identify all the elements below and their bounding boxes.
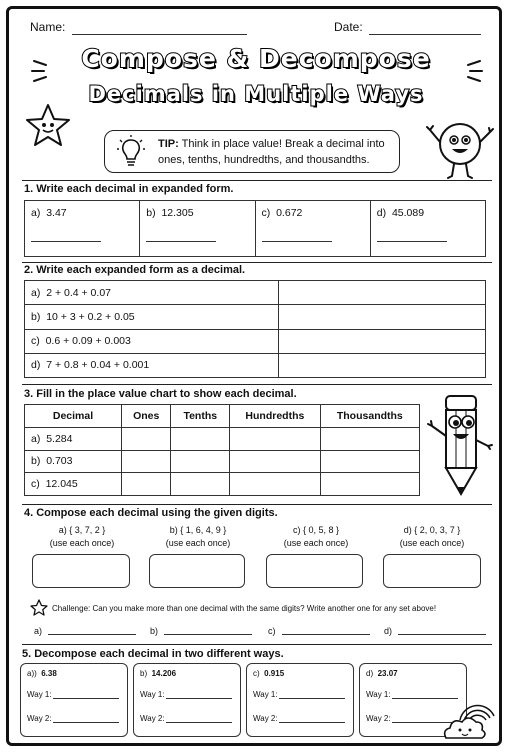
way-2-label: Way 2: [140,714,165,723]
row-letter: a) [31,432,41,445]
title-line-1: Compose & Decompose [81,44,431,73]
header-decimal: Decimal [25,405,122,428]
date-label: Date: [334,20,363,34]
answer-cell[interactable] [122,450,171,473]
answer-cell[interactable] [122,427,171,450]
digit-set-label: d) { 2, 0, 3, 7 } [403,525,461,535]
item-letter: c) [261,207,271,219]
expanded-cell-a [25,201,140,257]
divider [22,504,492,505]
answer-line[interactable] [31,241,101,242]
answer-cell[interactable] [171,473,230,496]
date-field[interactable] [369,33,481,35]
header-thousandths: Thousandths [320,405,419,428]
card-letter: c) [253,669,260,678]
answer-letter: c) [268,626,276,636]
row-expression: 7 + 0.8 + 0.04 + 0.001 [46,359,150,372]
expanded-to-decimal-table [24,280,486,378]
way-2-line[interactable] [279,722,345,723]
name-label: Name: [30,20,66,34]
item-letter: a) [31,207,41,219]
digit-set-note: (use each once) [399,538,465,548]
answer-box-c[interactable] [266,554,363,588]
way-1-line[interactable] [53,698,119,699]
card-value: 0.915 [264,669,285,678]
star-character-icon [24,102,72,148]
answer-letter: a) [34,626,43,636]
card-letter: a)) [27,669,37,678]
way-2-label: Way 2: [27,714,52,723]
way-2-label: Way 2: [253,714,278,723]
ball-character-icon [424,112,496,182]
sparkle-lines-icon [30,55,64,85]
row-expression: 0.6 + 0.09 + 0.003 [45,335,131,348]
card-letter: b) [140,669,148,678]
item-letter: b) [146,207,156,219]
row-expression: 2 + 0.4 + 0.07 [46,286,111,299]
title-line-2: Decimals in Multiple Ways [88,82,424,106]
tip-text-line-2: ones, tenths, hundredths, and thousandths. [158,154,370,166]
way-1-label: Way 1: [253,690,278,699]
way-2-line[interactable] [166,722,232,723]
sparkle-lines-icon [450,55,484,85]
table-row [25,473,420,496]
way-2-line[interactable] [53,722,119,723]
way-1-label: Way 1: [140,690,165,699]
way-1-line[interactable] [279,698,345,699]
expanded-cell-c [255,201,370,257]
section-4-title: 4. Compose each decimal using the given digits. [24,507,278,519]
item-value: 12.305 [161,207,194,219]
card-letter: d) [366,669,374,678]
row-letter: d) [31,359,41,372]
answer-cell[interactable] [230,473,321,496]
digit-set-b [150,525,246,548]
item-value: 0.672 [276,207,303,219]
challenge-answer-line-b[interactable] [164,634,252,635]
answer-letter: b) [150,626,159,636]
answer-cell[interactable] [278,329,485,353]
way-1-label: Way 1: [366,690,391,699]
section-1-title: 1. Write each decimal in expanded form. [24,183,234,195]
way-1-label: Way 1: [27,690,52,699]
challenge-answer-line-c[interactable] [282,634,370,635]
answer-cell[interactable] [278,353,485,377]
answer-cell[interactable] [320,450,419,473]
row-letter: b) [31,310,41,323]
tip-text [158,136,398,168]
divider [22,384,492,385]
card-value: 14.206 [151,669,177,678]
answer-cell[interactable] [278,305,485,329]
expanded-form-table [24,200,486,257]
section-3-title: 3. Fill in the place value chart to show each decimal. [24,388,297,400]
divider [22,644,492,645]
divider [22,180,492,181]
divider [22,262,492,263]
item-letter: d) [376,207,387,219]
item-value: 45.089 [391,207,425,219]
row-expression: 10 + 3 + 0.2 + 0.05 [46,310,135,323]
challenge-answer-line-d[interactable] [398,634,486,635]
table-row [25,281,486,305]
header-tenths: Tenths [171,405,230,428]
digit-set-label: c) { 0, 5, 8 } [292,525,340,535]
table-row [25,329,486,353]
decompose-card-c [246,663,354,737]
table-row [25,353,486,377]
digit-set-d [384,525,480,548]
card-value: 6.38 [41,669,57,678]
challenge-text: Challenge: Can you make more than one decimal with the same digits? Write another one for any set above! [52,604,437,613]
tip-text-line-1: Think in place value! Break a decimal into [178,138,385,150]
way-2-label: Way 2: [366,714,391,723]
digit-set-a [34,525,130,548]
digit-set-note: (use each once) [283,538,349,548]
row-letter: c) [31,478,40,491]
lightbulb-icon [116,134,146,170]
answer-cell[interactable] [171,427,230,450]
table-row [25,305,486,329]
way-1-line[interactable] [166,698,232,699]
expanded-cell-b [140,201,255,257]
answer-box-a[interactable] [32,554,130,588]
answer-cell[interactable] [320,473,419,496]
answer-cell[interactable] [122,473,171,496]
cloud-rainbow-icon [440,696,498,744]
star-outline-icon [30,599,48,616]
section-2-title: 2. Write each expanded form as a decimal. [24,264,246,276]
card-value: 23.07 [377,669,398,678]
answer-cell[interactable] [171,450,230,473]
answer-cell[interactable] [230,450,321,473]
item-value: 3.47 [46,207,67,219]
table-row [25,427,420,450]
answer-line[interactable] [377,241,447,242]
header-ones: Ones [122,405,171,428]
row-decimal: 12.045 [45,478,78,491]
answer-cell[interactable] [230,427,321,450]
chart-header-row [25,405,420,428]
answer-line[interactable] [146,241,216,242]
challenge-answer-line-a[interactable] [48,634,136,635]
digit-set-note: (use each once) [49,538,115,548]
answer-line[interactable] [262,241,332,242]
name-field[interactable] [72,33,247,35]
row-letter: c) [31,335,40,348]
table-row [25,450,420,473]
answer-box-d[interactable] [383,554,481,588]
expanded-cell-d [370,201,485,257]
decompose-card-a [20,663,128,737]
row-decimal: 0.703 [46,455,73,468]
row-letter: b) [31,455,41,468]
pencil-character-icon [424,390,496,502]
answer-letter: d) [384,626,393,636]
row-letter: a) [31,286,41,299]
section-5-title: 5. Decompose each decimal in two different ways. [22,648,284,660]
row-decimal: 5.284 [46,432,73,445]
tip-label: TIP: [158,138,179,150]
place-value-chart [24,404,420,496]
answer-cell[interactable] [320,427,419,450]
digit-set-c [268,525,364,548]
header-hundredths: Hundredths [230,405,321,428]
digit-set-label: b) { 1, 6, 4, 9 } [169,525,227,535]
digit-set-label: a) { 3, 7, 2 } [58,525,106,535]
digit-set-note: (use each once) [165,538,231,548]
decompose-card-b [133,663,241,737]
answer-box-b[interactable] [149,554,245,588]
answer-cell[interactable] [278,281,485,305]
